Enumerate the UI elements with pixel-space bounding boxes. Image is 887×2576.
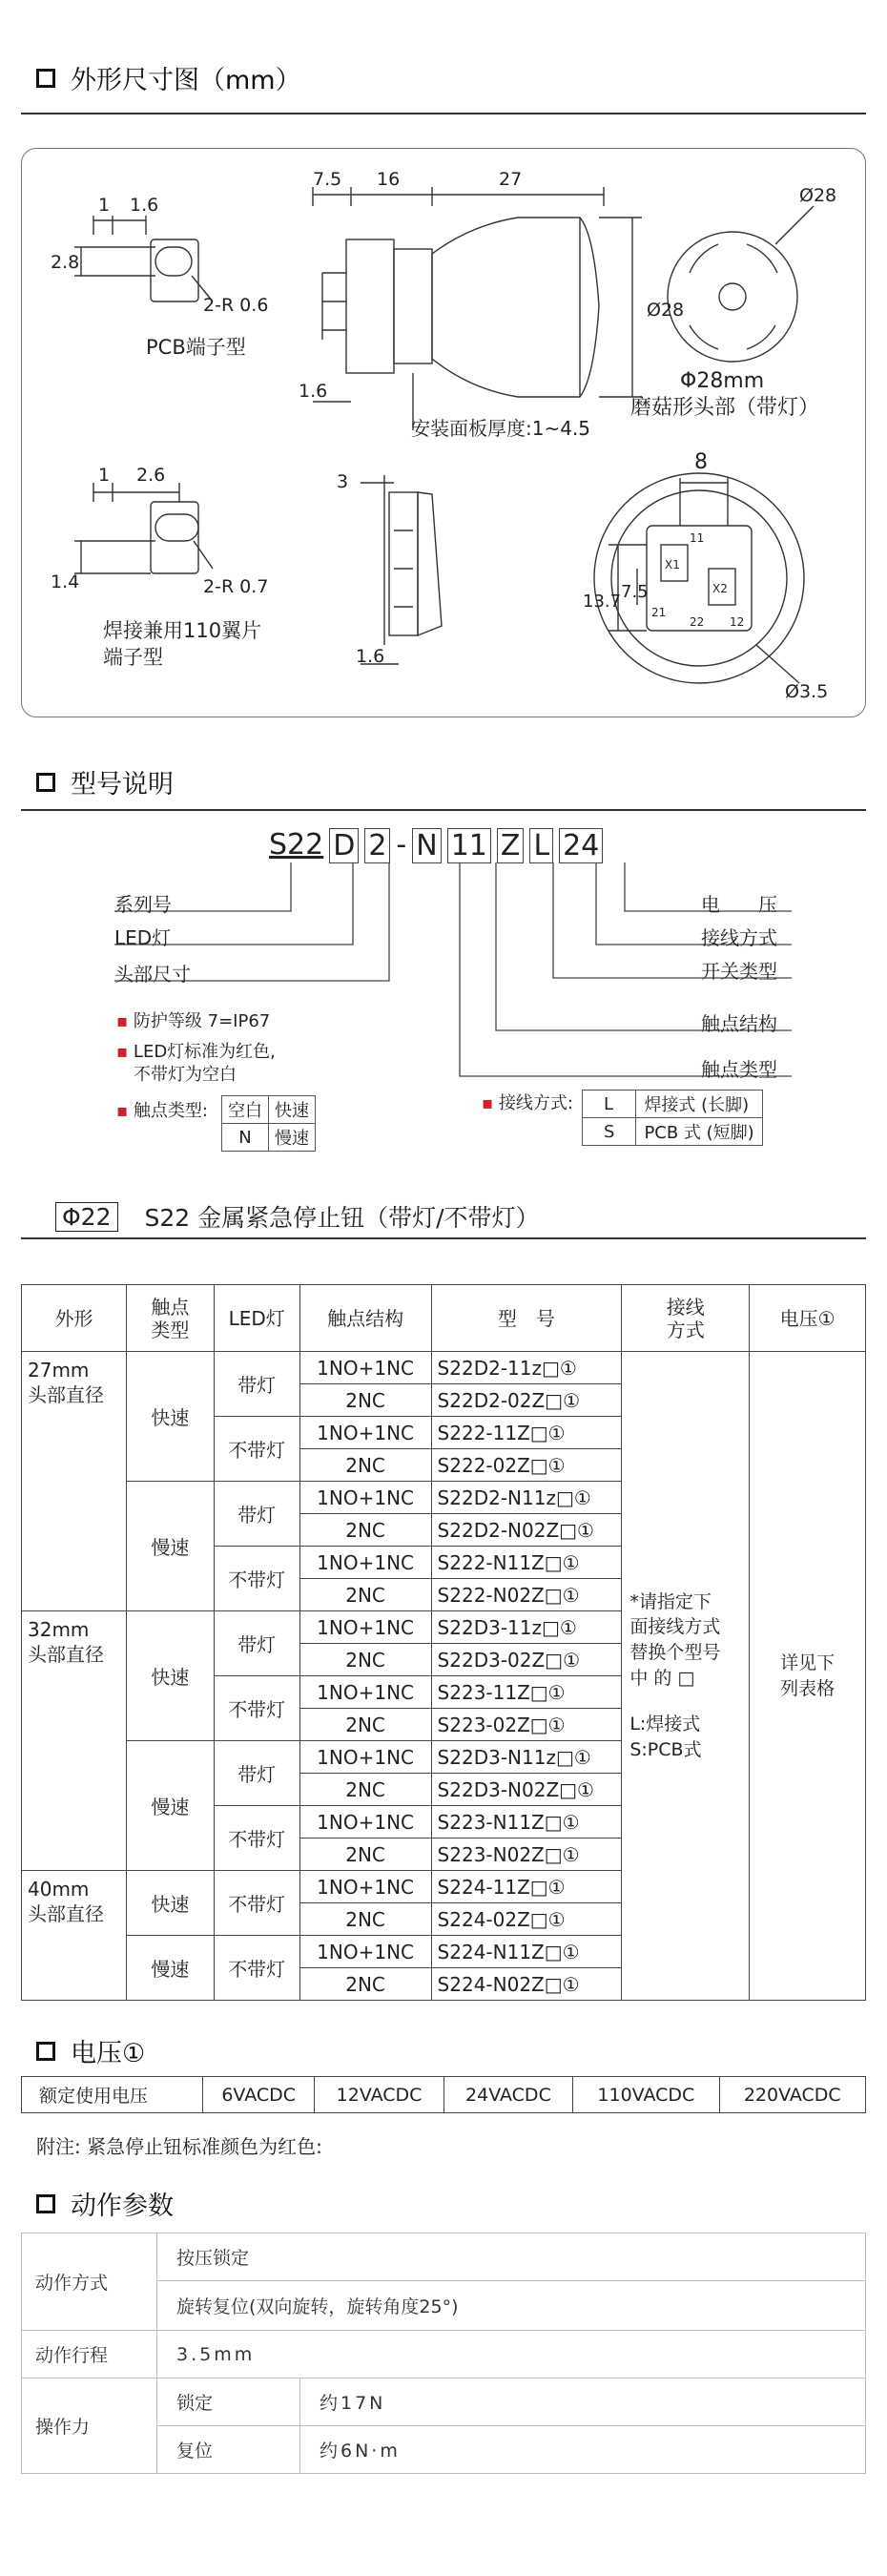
contact-type-code: N <box>222 1124 269 1152</box>
model-cell: S223-N02Z□① <box>431 1839 622 1871</box>
model-part-contact: 11 <box>447 828 491 863</box>
voltage-value: 110VACDC <box>573 2077 719 2113</box>
voltage-note-cell <box>750 1352 866 2001</box>
contact-cell: 1NO+1NC <box>299 1806 431 1839</box>
product-tag: Φ22 <box>55 1202 118 1232</box>
solder-caption-2: 端子型 <box>103 646 163 669</box>
section-divider <box>21 809 866 811</box>
led-cell: 带灯 <box>214 1352 299 1417</box>
model-cell: S222-N11Z□① <box>431 1547 622 1579</box>
square-bullet-icon <box>36 2194 55 2213</box>
wiring-label: ▪ 接线方式: <box>482 1093 573 1113</box>
pcb-caption: PCB端子型 <box>146 336 246 359</box>
side-dim-3: 27 <box>499 169 523 190</box>
note-ip-text: 防护等级 7=IP67 <box>133 1011 271 1031</box>
wiring-desc: 焊接式 (长脚) <box>636 1091 762 1118</box>
square-bullet-icon <box>36 69 55 88</box>
pcb-dim-1: 1 <box>98 195 111 216</box>
wiring-label-text: 接线方式: <box>498 1093 573 1113</box>
model-code <box>269 828 603 863</box>
voltage-section-title <box>36 2032 145 2069</box>
pcb-dim-2: 1.6 <box>130 195 159 216</box>
square-bullet-icon <box>36 773 55 792</box>
contact-cell: 1NO+1NC <box>299 1482 431 1514</box>
wiring-note-cell <box>622 1352 750 2001</box>
led-cell: 不带灯 <box>214 1676 299 1741</box>
rear-mark-11: 11 <box>690 531 705 545</box>
table-header-row <box>22 1285 866 1352</box>
side-dim-4: Ø28 <box>647 300 685 321</box>
voltage-value: 6VACDC <box>203 2077 315 2113</box>
model-diagram <box>0 821 887 1174</box>
wiring-note-line: 替换个型号 <box>629 1641 721 1663</box>
led-cell: 不带灯 <box>214 1806 299 1871</box>
led-cell: 不带灯 <box>214 1936 299 2001</box>
action-value: 按压锁定 <box>157 2233 866 2281</box>
section-divider <box>21 1237 866 1239</box>
action-label: 操作力 <box>22 2379 157 2474</box>
voltage-title-text: 电压① <box>71 2039 146 2068</box>
model-cell: S223-02Z□① <box>431 1709 622 1741</box>
label-led: LED灯 <box>114 926 172 949</box>
action-section-title <box>36 2185 174 2222</box>
voltage-note: 附注: 紧急停止钮标准颜色为红色: <box>36 2135 322 2158</box>
action-sub-value: 约6N·m <box>300 2426 866 2474</box>
contact-cell: 1NO+1NC <box>299 1547 431 1579</box>
speed-cell: 慢速 <box>126 1936 214 2001</box>
contact-cell: 2NC <box>299 1968 431 2001</box>
note-ip: ▪ 防护等级 7=IP67 <box>116 1011 271 1031</box>
solder-dim-2: 2.6 <box>136 465 166 486</box>
action-label: 动作行程 <box>22 2331 157 2379</box>
table-header-cell: 型 号 <box>431 1285 622 1352</box>
contact-cell: 1NO+1NC <box>299 1417 431 1449</box>
wiring-note-line <box>629 1691 741 1712</box>
contact-type-table <box>221 1095 316 1152</box>
contact-type-label-text: 触点类型: <box>133 1101 208 1121</box>
voltage-value: 24VACDC <box>444 2077 572 2113</box>
model-cell: S22D2-02Z□① <box>431 1384 622 1417</box>
voltage-value: 12VACDC <box>315 2077 444 2113</box>
voltage-label: 额定使用电压 <box>22 2077 203 2113</box>
rear-dim-3: 7.5 <box>621 582 649 602</box>
led-cell: 不带灯 <box>214 1417 299 1482</box>
speed-cell: 快速 <box>126 1611 214 1741</box>
dims-section-title <box>36 59 301 96</box>
wiring-code: L <box>583 1091 636 1118</box>
model-cell: S22D3-N11z□① <box>431 1741 622 1774</box>
voltage-note-line: 详见下 <box>780 1652 835 1673</box>
model-cell: S222-02Z□① <box>431 1449 622 1482</box>
led-cell: 不带灯 <box>214 1547 299 1611</box>
pcb-dim-3: 2.8 <box>51 252 80 273</box>
mid-dim-2: 1.6 <box>356 646 385 667</box>
rear-mark-21: 21 <box>651 606 667 619</box>
model-cell: S22D3-N02Z□① <box>431 1774 622 1806</box>
product-title <box>55 1199 540 1234</box>
model-part-wiring: L <box>529 828 553 863</box>
label-contact-type: 触点类型 <box>701 1058 777 1081</box>
speed-cell: 快速 <box>126 1871 214 1936</box>
speed-cell: 慢速 <box>126 1482 214 1611</box>
contact-cell: 2NC <box>299 1903 431 1936</box>
contact-cell: 1NO+1NC <box>299 1871 431 1903</box>
table-header-cell: 触点结构 <box>299 1285 431 1352</box>
voltage-note-line: 列表格 <box>780 1677 835 1699</box>
contact-type-code: 空白 <box>222 1096 269 1124</box>
model-cell: S224-11Z□① <box>431 1871 622 1903</box>
product-title-text: S22 金属紧急停止钮（带灯/不带灯） <box>144 1204 540 1232</box>
action-value: 3.5mm <box>157 2331 866 2379</box>
size-cell: 27mm 头部直径 <box>22 1352 127 1611</box>
contact-cell: 2NC <box>299 1449 431 1482</box>
table-header-cell: 触点 类型 <box>126 1285 214 1352</box>
contact-type-label: ▪ 触点类型: <box>116 1101 208 1121</box>
table-header-cell: 外形 <box>22 1285 127 1352</box>
speed-cell: 快速 <box>126 1352 214 1482</box>
model-part-dash: - <box>396 828 407 862</box>
model-cell: S22D3-02Z□① <box>431 1644 622 1676</box>
model-cell: S223-11Z□① <box>431 1676 622 1709</box>
front-caption: 磨菇形头部（带灯） <box>630 396 820 420</box>
contact-cell: 2NC <box>299 1709 431 1741</box>
voltage-table <box>21 2076 866 2113</box>
size-cell: 40mm 头部直径 <box>22 1871 127 2001</box>
contact-type-desc: 慢速 <box>269 1124 316 1152</box>
dims-title-text: 外形尺寸图（mm） <box>71 66 301 95</box>
side-dim-5: 1.6 <box>299 381 328 402</box>
model-cell: S222-11Z□① <box>431 1417 622 1449</box>
model-section-title <box>36 763 174 800</box>
model-title-text: 型号说明 <box>71 770 174 800</box>
panel-thickness: 安装面板厚度:1~4.5 <box>411 417 591 440</box>
model-part-voltage: 24 <box>559 828 603 863</box>
action-value: 旋转复位(双向旋转，旋转角度25°) <box>157 2281 866 2331</box>
action-label: 动作方式 <box>22 2233 157 2331</box>
rear-dim-1: 8 <box>694 450 708 474</box>
voltage-value: 220VACDC <box>719 2077 865 2113</box>
square-bullet-icon <box>36 2042 55 2061</box>
side-dim-2: 16 <box>377 169 401 190</box>
action-sub-label: 锁定 <box>157 2379 300 2426</box>
rear-mark-x1: X1 <box>665 558 680 571</box>
wiring-code: S <box>583 1118 636 1146</box>
contact-cell: 2NC <box>299 1839 431 1871</box>
table-header-cell: 接线 方式 <box>622 1285 750 1352</box>
model-part-size: 2 <box>364 828 390 863</box>
wiring-note-line: L:焊接式 <box>629 1714 701 1735</box>
rear-dim-4: Ø3.5 <box>785 681 829 702</box>
note-led: ▪ LED灯标准为红色, <box>116 1042 276 1062</box>
rear-dim-2: 13.7 <box>583 592 622 612</box>
label-wiring: 接线方式 <box>701 926 777 949</box>
contact-cell: 2NC <box>299 1644 431 1676</box>
action-sub-label: 复位 <box>157 2426 300 2474</box>
wiring-note-line: 中 的 □ <box>629 1667 695 1689</box>
contact-cell: 2NC <box>299 1514 431 1547</box>
note-no-led: 不带灯为空白 <box>134 1065 237 1085</box>
rear-mark-12: 12 <box>730 615 745 629</box>
front-dim-1: Ø28 <box>799 185 837 206</box>
wiring-note-line: 面接线方式 <box>629 1616 721 1638</box>
solder-radius: 2-R 0.7 <box>203 576 269 597</box>
contact-cell: 1NO+1NC <box>299 1676 431 1709</box>
label-series: 系列号 <box>114 893 172 916</box>
contact-cell: 2NC <box>299 1579 431 1611</box>
model-cell: S223-N11Z□① <box>431 1806 622 1839</box>
model-cell: S22D2-N02Z□① <box>431 1514 622 1547</box>
model-cell: S224-N02Z□① <box>431 1968 622 2001</box>
contact-cell: 1NO+1NC <box>299 1611 431 1644</box>
model-part-led: D <box>329 828 359 863</box>
contact-cell: 1NO+1NC <box>299 1936 431 1968</box>
dimension-drawing-svg <box>22 149 867 718</box>
solder-dim-1: 1 <box>98 465 111 486</box>
label-switch-type: 开关类型 <box>701 960 777 983</box>
model-part-series: S22 <box>269 828 324 862</box>
led-cell: 带灯 <box>214 1482 299 1547</box>
contact-cell: 1NO+1NC <box>299 1352 431 1384</box>
rear-mark-22: 22 <box>690 615 705 629</box>
label-contact-structure: 触点结构 <box>701 1012 777 1035</box>
rear-mark-x2: X2 <box>712 582 728 595</box>
front-dim-2: Φ28mm <box>680 369 765 393</box>
label-voltage: 电 压 <box>701 893 777 916</box>
pcb-radius: 2-R 0.6 <box>203 295 269 316</box>
model-part-switch: Z <box>497 828 525 863</box>
model-cell: S224-N11Z□① <box>431 1936 622 1968</box>
wiring-note-line: S:PCB式 <box>629 1738 702 1760</box>
side-dim-1: 7.5 <box>313 169 342 190</box>
contact-cell: 1NO+1NC <box>299 1741 431 1774</box>
wiring-desc: PCB 式 (短脚) <box>636 1118 762 1146</box>
label-head-size: 头部尺寸 <box>114 963 191 986</box>
note-led-text: LED灯标准为红色, <box>133 1042 276 1062</box>
action-title-text: 动作参数 <box>71 2192 174 2221</box>
contact-cell: 2NC <box>299 1774 431 1806</box>
speed-cell: 慢速 <box>126 1741 214 1871</box>
spec-table <box>21 1284 866 2001</box>
model-cell: S22D3-11z□① <box>431 1611 622 1644</box>
mid-dim-1: 3 <box>337 471 349 492</box>
led-cell: 带灯 <box>214 1611 299 1676</box>
table-header-cell: 电压① <box>750 1285 866 1352</box>
solder-caption-1: 焊接兼用110翼片 <box>103 619 262 642</box>
table-header-cell: LED灯 <box>214 1285 299 1352</box>
solder-dim-3: 1.4 <box>51 571 80 592</box>
led-cell: 带灯 <box>214 1741 299 1806</box>
table-row <box>22 1352 866 1384</box>
model-part-contact-type: N <box>412 828 441 863</box>
dimension-drawing-panel <box>21 148 866 717</box>
model-cell: S22D2-11z□① <box>431 1352 622 1384</box>
action-sub-value: 约17N <box>300 2379 866 2426</box>
size-cell: 32mm 头部直径 <box>22 1611 127 1871</box>
model-cell: S22D2-N11z□① <box>431 1482 622 1514</box>
contact-type-desc: 快速 <box>269 1096 316 1124</box>
section-divider <box>21 113 866 114</box>
contact-cell: 2NC <box>299 1384 431 1417</box>
model-cell: S222-N02Z□① <box>431 1579 622 1611</box>
model-cell: S224-02Z□① <box>431 1903 622 1936</box>
wiring-table <box>582 1090 763 1146</box>
wiring-note-line: *请指定下 <box>629 1590 712 1612</box>
led-cell: 不带灯 <box>214 1871 299 1936</box>
action-table <box>21 2233 866 2474</box>
